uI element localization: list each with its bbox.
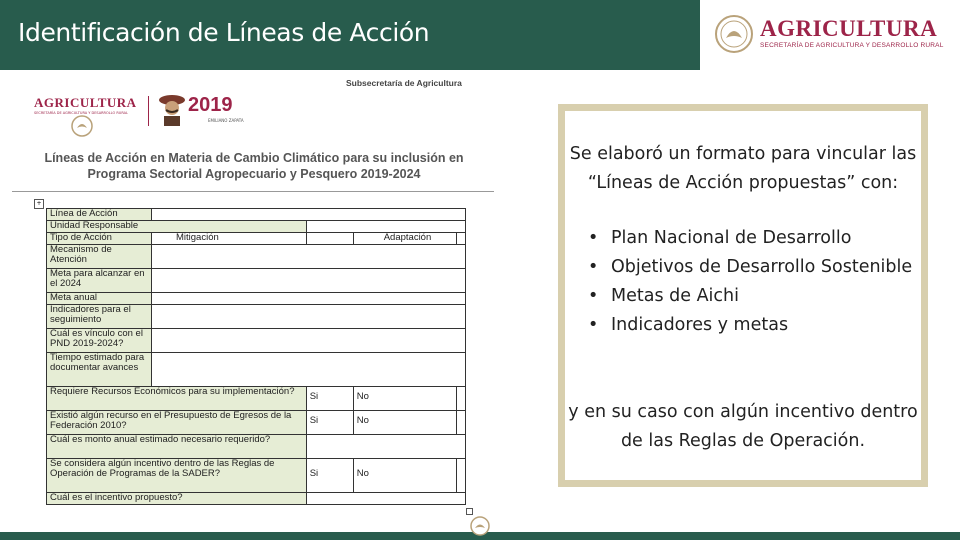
lbl-tiempo: Tiempo estimado para documentar avances — [47, 353, 152, 387]
brand-name: AGRICULTURA — [760, 16, 938, 41]
zapata-portrait-icon — [158, 92, 186, 126]
brand-subtitle: SECRETARÍA DE AGRICULTURA Y DESARROLLO RURAL — [760, 42, 944, 49]
cell-incentivo-propuesto — [306, 493, 465, 505]
list-item: • Objetivos de Desarrollo Sostenible — [588, 253, 912, 282]
opt-incentivo-no: No — [353, 459, 456, 493]
cell-linea-accion — [152, 209, 466, 221]
doc-title — [14, 150, 494, 182]
summary-intro: Se elaboró un formato para vincular las “Líneas de Acción propuestas” con: — [569, 144, 917, 193]
lbl-meta-anual: Meta anual — [47, 293, 152, 305]
lbl-unidad: Unidad Responsable — [47, 221, 307, 233]
cell-mitigacion — [306, 233, 353, 245]
opt-adaptacion: Adaptación — [353, 233, 456, 245]
slide-header — [0, 0, 700, 70]
lbl-tipo-accion: Tipo de Acción — [47, 233, 152, 245]
table-anchor-icon: + — [34, 199, 44, 209]
cell-unidad — [306, 221, 465, 233]
cell-monto — [306, 435, 465, 459]
document-preview — [0, 70, 540, 532]
slide-title: Identificación de Líneas de Acción — [18, 18, 430, 47]
lbl-monto: Cuál es monto anual estimado necesario requerido? — [47, 435, 307, 459]
title-rule — [12, 191, 494, 192]
doc-logo-name: AGRICULTURA — [34, 95, 137, 110]
doc-logo-sub: SECRETARÍA DE AGRICULTURA Y DESARROLLO RURAL — [34, 111, 128, 115]
doc-title-line1: Líneas de Acción en Materia de Cambio Climático para su inclusión en — [44, 151, 464, 165]
summary-closing: y en su caso con algún incentivo dentro de las Reglas de Operación. — [568, 402, 918, 451]
footer-seal-icon — [470, 516, 490, 536]
cell-incentivo-reglas — [457, 459, 466, 493]
small-seal-icon — [70, 114, 94, 138]
lbl-linea-accion: Línea de Acción — [47, 209, 152, 221]
cell-meta-anual — [152, 293, 466, 305]
cell-adaptacion — [457, 233, 466, 245]
cell-tiempo — [152, 353, 466, 387]
cell-requiere — [457, 387, 466, 411]
list-item: • Indicadores y metas — [588, 311, 912, 340]
summary-list — [588, 224, 912, 340]
opt-existio-si: Si — [306, 411, 353, 435]
cell-mecanismo — [152, 245, 466, 269]
lbl-mecanismo: Mecanismo de Atención — [47, 245, 152, 269]
doc-year: 2019 — [188, 94, 233, 116]
list-item: • Plan Nacional de Desarrollo — [588, 224, 912, 253]
resize-handle-icon — [466, 508, 473, 515]
list-item: • Metas de Aichi — [588, 282, 912, 311]
cell-existio — [457, 411, 466, 435]
lbl-indicadores: Indicadores para el seguimiento — [47, 305, 152, 329]
lbl-existio: Existió algún recurso en el Presupuesto de Egresos de la Federación 2010? — [47, 411, 307, 435]
opt-requiere-no: No — [353, 387, 456, 411]
cell-indicadores — [152, 305, 466, 329]
doc-subsecretaria: Subsecretaría de Agricultura — [346, 78, 462, 88]
cell-vinculo-pnd — [152, 329, 466, 353]
lbl-vinculo-pnd: Cuál es vínculo con el PND 2019-2024? — [47, 329, 152, 353]
opt-requiere-si: Si — [306, 387, 353, 411]
cell-meta-2024 — [152, 269, 466, 293]
lbl-meta-2024: Meta para alcanzar en el 2024 — [47, 269, 152, 293]
brand-logo — [700, 0, 960, 70]
doc-title-line2: Programa Sectorial Agropecuario y Pesquero 2019-2024 — [87, 167, 421, 181]
lbl-incentivo-reglas: Se considera algún incentivo dentro de las Reglas de Operación de Programas de la SADER? — [47, 459, 307, 493]
opt-existio-no: No — [353, 411, 456, 435]
logo-divider — [148, 96, 149, 126]
lbl-requiere: Requiere Recursos Económicos para su implementación? — [47, 387, 307, 411]
doc-year-sub: EMILIANO ZAPATA — [208, 118, 244, 123]
line-of-action-form — [46, 208, 466, 505]
eagle-seal-icon — [714, 14, 754, 54]
opt-incentivo-si: Si — [306, 459, 353, 493]
lbl-incentivo-propuesto: Cuál es el incentivo propuesto? — [47, 493, 307, 505]
opt-mitigacion: Mitigación — [152, 233, 307, 245]
